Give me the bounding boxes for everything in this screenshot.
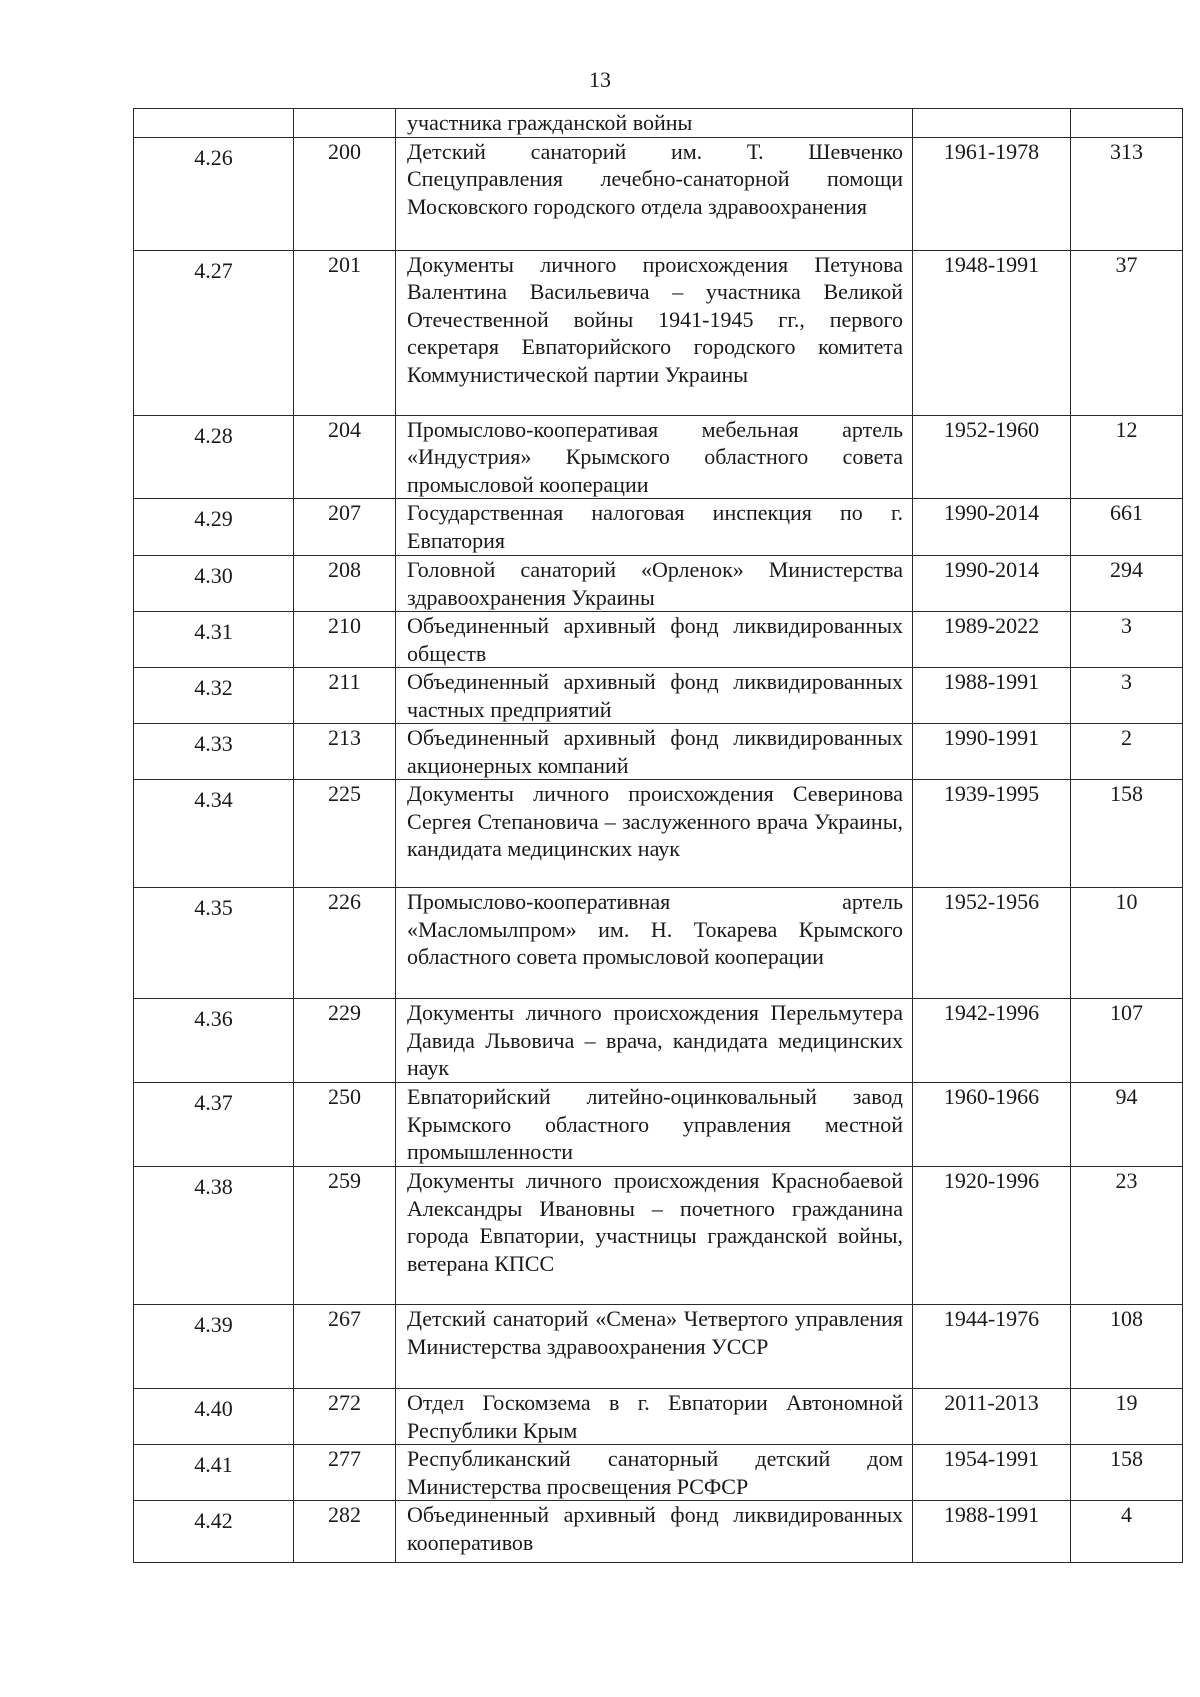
file-count-cell: 158 bbox=[1071, 1445, 1183, 1501]
row-index-cell: 4.41 bbox=[134, 1445, 294, 1501]
row-index-cell: 4.39 bbox=[134, 1305, 294, 1389]
date-range-cell: 1939-1995 bbox=[913, 780, 1071, 888]
fund-number-cell: 277 bbox=[294, 1445, 396, 1501]
fund-number-cell: 208 bbox=[294, 556, 396, 612]
fund-number-cell: 229 bbox=[294, 999, 396, 1083]
fund-number-cell: 204 bbox=[294, 415, 396, 499]
fund-name-cell: участника гражданской войны bbox=[396, 109, 913, 138]
row-index-cell: 4.28 bbox=[134, 415, 294, 499]
fund-number-cell: 211 bbox=[294, 668, 396, 724]
file-count-cell: 158 bbox=[1071, 780, 1183, 888]
fund-number-cell: 267 bbox=[294, 1305, 396, 1389]
fund-number-cell: 225 bbox=[294, 780, 396, 888]
fund-number-cell: 213 bbox=[294, 724, 396, 780]
table-row bbox=[134, 1167, 1183, 1305]
fund-name-cell: Детский санаторий «Смена» Четвертого управления Министерства здравоохранения УССР bbox=[396, 1305, 913, 1389]
fund-number-cell: 207 bbox=[294, 499, 396, 556]
date-range-cell: 1948-1991 bbox=[913, 250, 1071, 415]
row-index-cell: 4.37 bbox=[134, 1083, 294, 1167]
fund-name-cell: Промыслово-кооперативная артель «Масломылпром» им. Н. Токарева Крымского областного совета промысловой кооперации bbox=[396, 888, 913, 999]
date-range-cell: 1990-2014 bbox=[913, 499, 1071, 556]
row-index-cell bbox=[134, 109, 294, 138]
row-index-cell: 4.31 bbox=[134, 612, 294, 668]
file-count-cell: 661 bbox=[1071, 499, 1183, 556]
row-index-cell: 4.33 bbox=[134, 724, 294, 780]
file-count-cell: 108 bbox=[1071, 1305, 1183, 1389]
fund-name-cell: Документы личного происхождения Перельмутера Давида Львовича – врача, кандидата медицинских наук bbox=[396, 999, 913, 1083]
table-row bbox=[134, 1083, 1183, 1167]
fund-name-cell: Документы личного происхождения Северинова Сергея Степановича – заслуженного врача Украины, кандидата медицинских наук bbox=[396, 780, 913, 888]
file-count-cell: 19 bbox=[1071, 1389, 1183, 1445]
date-range-cell bbox=[913, 109, 1071, 138]
fund-number-cell: 226 bbox=[294, 888, 396, 999]
date-range-cell: 1988-1991 bbox=[913, 1501, 1071, 1563]
table-body bbox=[134, 109, 1183, 1563]
date-range-cell: 1990-2014 bbox=[913, 556, 1071, 612]
file-count-cell: 12 bbox=[1071, 415, 1183, 499]
file-count-cell: 10 bbox=[1071, 888, 1183, 999]
table-row bbox=[134, 415, 1183, 499]
row-index-cell: 4.35 bbox=[134, 888, 294, 999]
table-row bbox=[134, 1501, 1183, 1563]
table-row bbox=[134, 780, 1183, 888]
table-row bbox=[134, 250, 1183, 415]
fund-number-cell: 250 bbox=[294, 1083, 396, 1167]
file-count-cell: 94 bbox=[1071, 1083, 1183, 1167]
row-index-cell: 4.26 bbox=[134, 137, 294, 250]
row-index-cell: 4.27 bbox=[134, 250, 294, 415]
fund-name-cell: Документы личного происхождения Петунова Валентина Васильевича – участника Великой Отечественной войны 1941-1945 гг., первого секретаря Евпаторийского городского комитета Коммунистической партии Украины bbox=[396, 250, 913, 415]
fund-list-table bbox=[133, 108, 1183, 1563]
fund-name-cell: Промыслово-кооперативая мебельная артель «Индустрия» Крымского областного совета промысловой кооперации bbox=[396, 415, 913, 499]
file-count-cell: 107 bbox=[1071, 999, 1183, 1083]
date-range-cell: 1960-1966 bbox=[913, 1083, 1071, 1167]
table-row bbox=[134, 137, 1183, 250]
table-row bbox=[134, 1305, 1183, 1389]
date-range-cell: 1954-1991 bbox=[913, 1445, 1071, 1501]
fund-name-cell: Отдел Госкомзема в г. Евпатории Автономной Республики Крым bbox=[396, 1389, 913, 1445]
date-range-cell: 2011-2013 bbox=[913, 1389, 1071, 1445]
row-index-cell: 4.36 bbox=[134, 999, 294, 1083]
row-index-cell: 4.42 bbox=[134, 1501, 294, 1563]
file-count-cell: 2 bbox=[1071, 724, 1183, 780]
fund-name-cell: Объединенный архивный фонд ликвидированных обществ bbox=[396, 612, 913, 668]
fund-name-cell: Детский санаторий им. Т. Шевченко Спецуправления лечебно-санаторной помощи Московского городского отдела здравоохранения bbox=[396, 137, 913, 250]
table-row bbox=[134, 556, 1183, 612]
table-row bbox=[134, 888, 1183, 999]
fund-name-cell: Евпаторийский литейно-оцинковальный завод Крымского областного управления местной промышленности bbox=[396, 1083, 913, 1167]
table-row bbox=[134, 1389, 1183, 1445]
fund-name-cell: Республиканский санаторный детский дом Министерства просвещения РСФСР bbox=[396, 1445, 913, 1501]
row-index-cell: 4.34 bbox=[134, 780, 294, 888]
date-range-cell: 1942-1996 bbox=[913, 999, 1071, 1083]
date-range-cell: 1990-1991 bbox=[913, 724, 1071, 780]
date-range-cell: 1944-1976 bbox=[913, 1305, 1071, 1389]
page-number: 13 bbox=[589, 67, 611, 92]
fund-name-cell: Государственная налоговая инспекция по г. Евпатория bbox=[396, 499, 913, 556]
table-row bbox=[134, 1445, 1183, 1501]
date-range-cell: 1989-2022 bbox=[913, 612, 1071, 668]
file-count-cell: 37 bbox=[1071, 250, 1183, 415]
fund-name-cell: Головной санаторий «Орленок» Министерства здравоохранения Украины bbox=[396, 556, 913, 612]
row-index-cell: 4.32 bbox=[134, 668, 294, 724]
date-range-cell: 1952-1960 bbox=[913, 415, 1071, 499]
file-count-cell: 4 bbox=[1071, 1501, 1183, 1563]
fund-number-cell: 200 bbox=[294, 137, 396, 250]
fund-name-cell: Объединенный архивный фонд ликвидированных акционерных компаний bbox=[396, 724, 913, 780]
table-row bbox=[134, 724, 1183, 780]
fund-number-cell: 201 bbox=[294, 250, 396, 415]
fund-name-cell: Объединенный архивный фонд ликвидированных кооперативов bbox=[396, 1501, 913, 1563]
row-index-cell: 4.30 bbox=[134, 556, 294, 612]
fund-number-cell: 259 bbox=[294, 1167, 396, 1305]
date-range-cell: 1920-1996 bbox=[913, 1167, 1071, 1305]
row-index-cell: 4.29 bbox=[134, 499, 294, 556]
table-row bbox=[134, 668, 1183, 724]
date-range-cell: 1952-1956 bbox=[913, 888, 1071, 999]
file-count-cell: 23 bbox=[1071, 1167, 1183, 1305]
table-row bbox=[134, 499, 1183, 556]
row-index-cell: 4.38 bbox=[134, 1167, 294, 1305]
fund-number-cell bbox=[294, 109, 396, 138]
file-count-cell: 313 bbox=[1071, 137, 1183, 250]
fund-number-cell: 282 bbox=[294, 1501, 396, 1563]
file-count-cell: 3 bbox=[1071, 612, 1183, 668]
fund-number-cell: 272 bbox=[294, 1389, 396, 1445]
table-row bbox=[134, 612, 1183, 668]
table-row bbox=[134, 999, 1183, 1083]
file-count-cell bbox=[1071, 109, 1183, 138]
file-count-cell: 294 bbox=[1071, 556, 1183, 612]
date-range-cell: 1961-1978 bbox=[913, 137, 1071, 250]
fund-number-cell: 210 bbox=[294, 612, 396, 668]
fund-name-cell: Объединенный архивный фонд ликвидированных частных предприятий bbox=[396, 668, 913, 724]
file-count-cell: 3 bbox=[1071, 668, 1183, 724]
date-range-cell: 1988-1991 bbox=[913, 668, 1071, 724]
table-row bbox=[134, 109, 1183, 138]
fund-name-cell: Документы личного происхождения Краснобаевой Александры Ивановны – почетного гражданина города Евпатории, участницы гражданской войны, ветерана КПСС bbox=[396, 1167, 913, 1305]
row-index-cell: 4.40 bbox=[134, 1389, 294, 1445]
